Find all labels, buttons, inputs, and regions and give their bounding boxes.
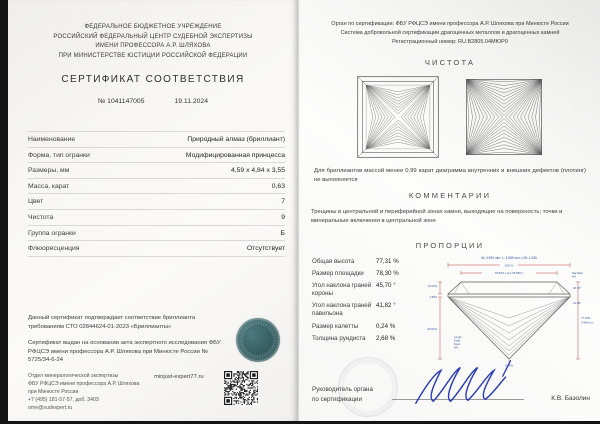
seal-stamp <box>236 318 280 362</box>
table-row-label: Цвет <box>28 198 44 206</box>
org-name-line: ПРИ МИНИСТЕРСТВЕ ЮСТИЦИИ РОССИЙСКОЙ ФЕДЕРАЦИИ <box>58 52 248 59</box>
registration-number: Регистрационный номер: RU.В2805.04МЮР0 <box>392 39 508 46</box>
table-row-label: Чистота <box>28 213 54 221</box>
table-row-value: 0,63 <box>271 182 285 190</box>
right-page <box>300 0 600 421</box>
cert-body-line: Орган по сертификации: ФБУ РФЦСЭ имени профессора А.Р. Шляхова при Минюсте России <box>331 21 569 27</box>
profile-star-ratio-value: N/A <box>572 275 576 279</box>
proportions-heading: ПРОПОРЦИИ <box>415 240 485 250</box>
proportion-row <box>312 270 418 278</box>
signatory-role <box>312 385 373 404</box>
org-name-line: РОССИЙСКИЙ ФЕДЕРАЛЬНЫЙ ЦЕНТР СУДЕБНОЙ ЭКСПЕРТИЗЫ <box>53 33 253 40</box>
proportion-row <box>312 323 418 331</box>
table-row-label: Форма, тип огранки <box>28 151 90 159</box>
proportion-label: Размер площадки <box>312 269 364 277</box>
signatory-role-line: по сертификации <box>312 395 362 403</box>
qr-code <box>224 371 258 405</box>
comments-heading: КОММЕНТАРИИ <box>408 190 492 200</box>
certificate-title: СЕРТИФИКАТ СООТВЕТСТВИЯ <box>61 74 245 86</box>
table-row <box>28 210 285 226</box>
certificate-number: № 1041147005 <box>98 98 145 106</box>
profile-star-ratio: Star Ratio: <box>572 271 584 275</box>
proportion-value: 78,30 % <box>376 269 399 277</box>
table-row <box>28 194 285 210</box>
table-row <box>28 179 285 195</box>
left-page-header <box>8 0 298 105</box>
footer-phone: +7 (495) 181-57-57, доб. 3403 <box>28 397 99 404</box>
comments-text: Трещины в центральной и периферийной зонах камня, выходящие на поверхность; точки и минеральные включения в центральной зоне <box>311 208 563 224</box>
profile-total-mm: 3.546 mm <box>581 320 594 325</box>
profile-crown-height: 10.02% <box>427 283 437 288</box>
footer-email: ome@sudexpert.ru <box>28 405 73 412</box>
proportions-table <box>312 258 418 343</box>
table-row <box>28 131 285 148</box>
signature-block <box>312 367 590 415</box>
profile-table-pct: 78.30% ( min 78.09% ) <box>494 270 524 275</box>
table-row-value: 7 <box>281 198 285 206</box>
profile-total-pct: 77.31% <box>581 315 591 320</box>
table-row-value: Природный алмаз (бриллиант) <box>187 136 285 143</box>
clarity-note: Для бриллиантов массой менее 0,99 карат диаграмма внутренних и внешних дефектов (плотинг) не выполняется <box>314 168 586 184</box>
table-row-value: 9 <box>281 213 285 221</box>
table-row-label: Группа огранки <box>28 229 76 237</box>
profile-crown-angle: 45.70° <box>573 285 582 290</box>
proportion-row <box>312 302 418 318</box>
proportion-label: Угол наклона граней короны <box>312 282 372 298</box>
signatory-role-line: Руководитель органа <box>312 386 373 394</box>
signature-scribble <box>408 353 526 409</box>
footer-website: minjust-expert77.ru <box>154 374 204 380</box>
left-page <box>8 0 298 421</box>
org-name-line: ФЕДЕРАЛЬНОЕ БЮДЖЕТНОЕ УЧРЕЖДЕНИЕ <box>84 24 222 30</box>
org-name-line: ИМЕНИ ПРОФЕССОРА А.Р. ШЛЯХОВА <box>95 43 211 50</box>
table-row <box>28 241 285 257</box>
proportion-row <box>312 282 418 298</box>
certificate-booklet <box>8 0 600 421</box>
table-row-label: Размеры, мм <box>28 167 70 175</box>
profile-girdle-facet-note: Girdle <box>454 339 461 343</box>
profile-girdle-facet-note: N/A <box>454 346 458 350</box>
signatory-name: К.В. Базолин <box>551 395 590 402</box>
certificate-date: 19.11.2024 <box>174 98 208 106</box>
table-row-value: 4,59 x 4,84 x 3,55 <box>230 167 285 175</box>
profile-pavilion-angle: 41.82° <box>573 300 582 305</box>
proportion-value: 0,24 % <box>376 322 396 330</box>
table-row <box>28 226 285 242</box>
table-row <box>28 148 285 164</box>
proportion-value: 45,70 ° <box>376 282 396 290</box>
profile-pavilion-pct: 64.61% <box>427 326 437 331</box>
proportion-value: 77,31 % <box>376 257 399 265</box>
profile-culet-pct: 0.24% <box>505 363 513 368</box>
cert-system-line: Система добровольной сертификации драгоценных металлов и драгоценных камней <box>340 30 560 37</box>
profile-girdle-facet-note: Facet: <box>454 342 461 346</box>
diamond-crown-diagram <box>356 74 440 160</box>
right-page-header <box>314 20 586 47</box>
proportion-row <box>312 335 418 343</box>
proportion-label: Общая высота <box>312 257 355 265</box>
proportion-label: Толщина рундиста <box>312 334 366 342</box>
table-row-value: Б <box>280 229 285 237</box>
diamond-pavilion-diagram <box>464 74 544 160</box>
left-page-footer <box>28 372 140 412</box>
footer-line: при Минюсте России <box>28 389 79 396</box>
table-row <box>28 163 285 179</box>
profile-girdle-pct: 2.68% <box>429 295 437 299</box>
table-row-value: Модифицированная принцесса <box>185 151 285 159</box>
table-row-label: Масса, карат <box>28 182 70 190</box>
profile-dims-label: W: 4.590 mm, L: 4.839 mm, L/W: 1.055 <box>481 255 537 260</box>
proportion-value: 41,82 ° <box>376 302 396 310</box>
spec-table <box>28 131 285 257</box>
statement-compliance: Данный сертификат подтверждает соответствие бриллианта требованиям СТО 02844624-01-2023 «Бриллианты» <box>28 315 196 330</box>
diamond-profile-diagram <box>420 252 598 370</box>
profile-width-pct: 100 % <box>504 262 514 267</box>
table-row-value: Отсутствует <box>246 245 285 253</box>
proportion-label: Угол наклона граней павильона <box>312 302 372 318</box>
proportion-label: Размер калетты <box>312 322 359 330</box>
footer-line: ФБУ РФЦСЭ имени профессора А.Р. Шляхова <box>28 381 140 388</box>
profile-girdle-facet-note: Length <box>454 335 462 339</box>
table-row-label: Флюоресценция <box>28 245 80 253</box>
statement-basis: Сертификат выдан на основании акта экспертного исследования ФБУ РФЦСЭ имени профессора А.Р. Шляхова при Минюсте России № 5725/34-6-24 <box>28 339 221 364</box>
clarity-heading: ЧИСТОТА <box>424 58 476 68</box>
proportion-row <box>312 258 418 266</box>
proportion-value: 2,68 % <box>376 334 396 342</box>
certificate-number-row <box>8 98 298 105</box>
clarity-diagrams <box>300 74 600 160</box>
certificate-statements <box>28 314 232 372</box>
footer-line: Отдел минералогической экспертизы <box>28 373 119 379</box>
table-row-label: Наименование <box>28 136 76 143</box>
